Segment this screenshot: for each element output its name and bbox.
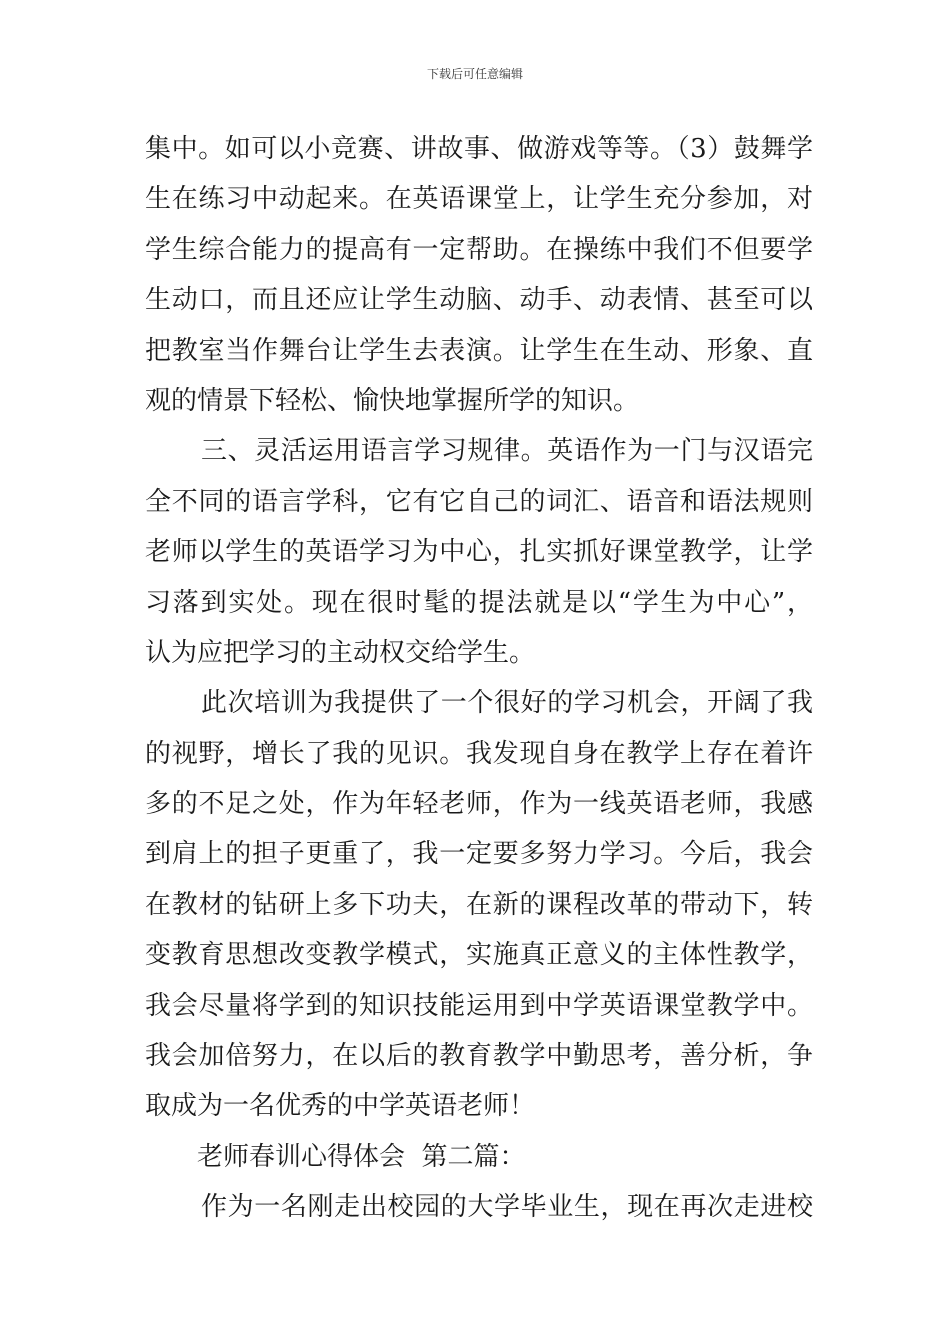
text-line: 把教室当作舞台让学生去表演。让学生在生动、形象、直 bbox=[145, 335, 813, 366]
text-line: 认为应把学习的主动权交给学生。 bbox=[145, 637, 536, 668]
page-header: 下载后可任意编辑 bbox=[426, 67, 523, 81]
text-line: 生动口，而且还应让学生动脑、动手、动表情、甚至可以 bbox=[145, 285, 813, 316]
section-heading: 老师春训心得体会 第二篇： bbox=[197, 1141, 526, 1172]
text-line: 在教材的钻研上多下功夫，在新的课程改革的带动下，转 bbox=[145, 889, 813, 920]
document-body bbox=[145, 124, 813, 1233]
text-line: 生在练习中动起来。在英语课堂上，让学生充分参加，对 bbox=[145, 184, 813, 215]
text-line: 习落到实处。现在很时髦的提法就是以“学生为中心”， bbox=[145, 587, 813, 618]
text-line: 我会尽量将学到的知识技能运用到中学英语课堂教学中。 bbox=[145, 990, 813, 1021]
text-line: 集中。如可以小竞赛、讲故事、做游戏等等。（3）鼓舞学 bbox=[145, 134, 813, 164]
text-line: 全不同的语言学科，它有它自己的词汇、语音和语法规则 bbox=[145, 486, 813, 517]
text-line: 此次培训为我提供了一个很好的学习机会，开阔了我 bbox=[201, 688, 813, 719]
text-line: 老师以学生的英语学习为中心，扎实抓好课堂教学，让学 bbox=[145, 537, 813, 568]
text-line: 多的不足之处，作为年轻老师，作为一线英语老师，我感 bbox=[145, 789, 813, 820]
text-line: 取成为一名优秀的中学英语老师！ bbox=[145, 1091, 536, 1122]
text-line: 我会加倍努力，在以后的教育教学中勤思考，善分析，争 bbox=[145, 1041, 813, 1072]
text-line: 作为一名刚走出校园的大学毕业生，现在再次走进校 bbox=[201, 1192, 813, 1223]
text-line: 三、灵活运用语言学习规律。英语作为一门与汉语完 bbox=[201, 436, 813, 467]
text-line: 变教育思想改变教学模式，实施真正意义的主体性教学， bbox=[145, 940, 813, 971]
text-line: 学生综合能力的提高有一定帮助。在操练中我们不但要学 bbox=[145, 234, 813, 265]
text-line: 观的情景下轻松、愉快地掌握所学的知识。 bbox=[145, 385, 640, 416]
text-line: 的视野，增长了我的见识。我发现自身在教学上存在着许 bbox=[145, 738, 813, 769]
text-line: 到肩上的担子更重了，我一定要多努力学习。今后，我会 bbox=[145, 839, 813, 870]
